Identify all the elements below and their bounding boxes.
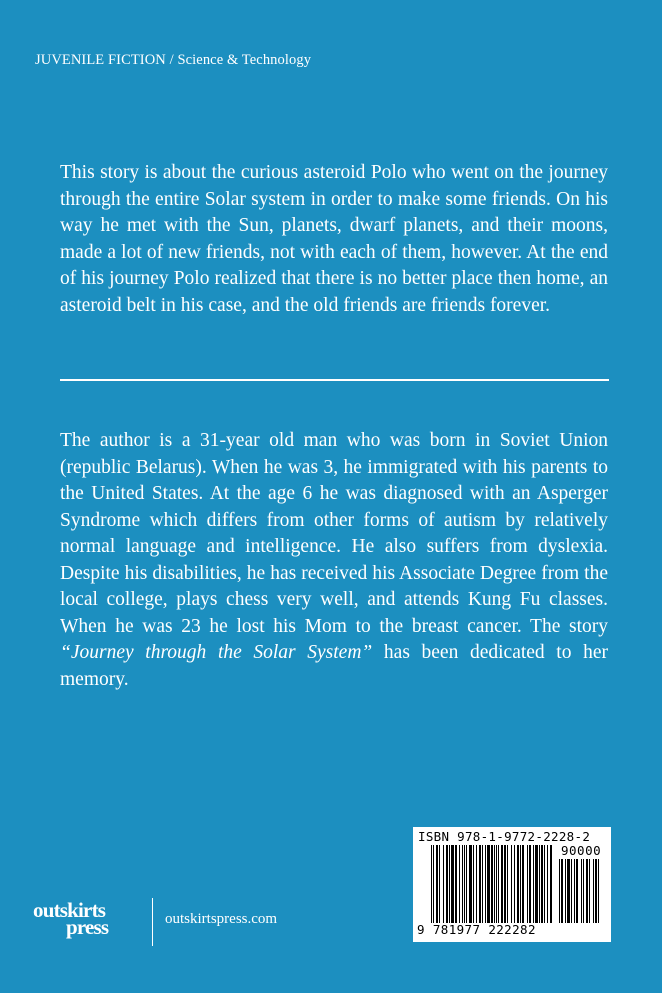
barcode-bar: [494, 845, 495, 923]
barcode-bar: [574, 859, 575, 923]
barcode-bar: [535, 845, 538, 923]
barcode-bar: [593, 859, 594, 923]
barcode-bar: [451, 845, 454, 923]
publisher-website: outskirtspress.com: [165, 911, 278, 927]
barcode-bar: [496, 845, 497, 923]
barcode-bar: [459, 845, 460, 923]
barcode-bar: [533, 845, 534, 923]
barcode-bar: [485, 845, 486, 923]
barcode-bar: [517, 845, 519, 923]
book-title: “Journey through the Solar System”: [60, 642, 373, 663]
barcode-bar: [433, 845, 434, 923]
barcode-bar: [529, 845, 531, 923]
isbn-label: ISBN 978-1-9772-2228-2: [418, 829, 591, 844]
barcode-bar: [559, 859, 560, 923]
barcode-bar: [449, 845, 450, 923]
barcode-bar: [567, 859, 570, 923]
book-blurb: This story is about the curious asteroid Polo who went on the journey through the entire Solar system in order to make some friends. On his way he met with the Sun, planets, dwarf planets, and their moons, made a lot of new friends, not with each of them, however. At the end of his journey Polo realized that there is no better place then home, an asteroid belt in his case, and the old friends are friends forever.: [60, 162, 608, 316]
barcode-bar: [511, 845, 512, 923]
barcode-bar: [539, 845, 540, 923]
barcode-bar: [439, 845, 440, 923]
barcode-bar: [476, 845, 477, 923]
barcode-bar: [504, 845, 506, 923]
barcode-bar: [550, 845, 552, 923]
barcode-bar: [436, 845, 438, 923]
barcode-bar: [464, 845, 465, 923]
barcode-bar: [520, 845, 521, 923]
logo-word-bottom: press: [66, 915, 109, 939]
author-bio: [60, 428, 608, 693]
barcode-bar: [487, 845, 490, 923]
barcode-bar: [462, 845, 463, 923]
barcode-bar: [576, 859, 578, 923]
barcode-bar: [595, 859, 597, 923]
logo-word-top: outskirts: [33, 898, 106, 922]
barcode-bar: [541, 845, 543, 923]
barcode-bar: [581, 859, 582, 923]
barcode-bar: [598, 859, 599, 923]
barcode-bar: [479, 845, 481, 923]
barcode-bar: [544, 845, 545, 923]
barcode-bar: [583, 859, 584, 923]
author-bio-ending: has been dedicated to her memory.: [60, 642, 608, 690]
barcode-bar: [446, 845, 448, 923]
barcode-bar: [491, 845, 493, 923]
price-addon-digits: 90000: [561, 843, 602, 858]
barcode-bar: [473, 845, 474, 923]
isbn-barcode: [413, 827, 611, 942]
barcode-bar: [501, 845, 503, 923]
category-label: JUVENILE FICTION / Science & Technology: [35, 52, 312, 68]
barcode-bar: [522, 845, 524, 923]
barcode-bar: [586, 859, 588, 923]
barcode-bar: [455, 845, 457, 923]
barcode-bar: [527, 845, 528, 923]
barcode-bar: [431, 845, 432, 923]
barcode-bar: [547, 845, 548, 923]
barcode-bar: [466, 845, 467, 923]
ean-digits: 9 781977 222282: [417, 922, 536, 937]
barcode-bar: [589, 859, 590, 923]
section-divider: [60, 379, 609, 381]
barcode-bar: [565, 859, 566, 923]
addon-barcode-bars: [559, 859, 607, 923]
publisher-logo: [33, 898, 145, 946]
author-bio-text: The author is a 31-year old man who was born in Soviet Union (republic Belarus). When he was 3, he immigrated with his parents to the United States. At the age 6 he was diagnosed with an Asperger Syndrome which differs from other forms of autism by relatively normal language and intelligence. He also suffers from dyslexia. Despite his disabilities, he has received his Associate Degree from the local college, plays chess very well, and attends Kung Fu classes. When he was 23 he lost his Mom to the breast cancer. The story: [60, 430, 608, 637]
barcode-bar: [482, 845, 483, 923]
logo-divider: [152, 898, 153, 946]
barcode-bar: [571, 859, 572, 923]
barcode-bar: [561, 859, 563, 923]
ean-barcode-bars: [431, 845, 553, 923]
barcode-bar: [507, 845, 508, 923]
barcode-bar: [498, 845, 499, 923]
barcode-bar: [514, 845, 515, 923]
barcode-bar: [469, 845, 472, 923]
barcode-bar: [443, 845, 444, 923]
